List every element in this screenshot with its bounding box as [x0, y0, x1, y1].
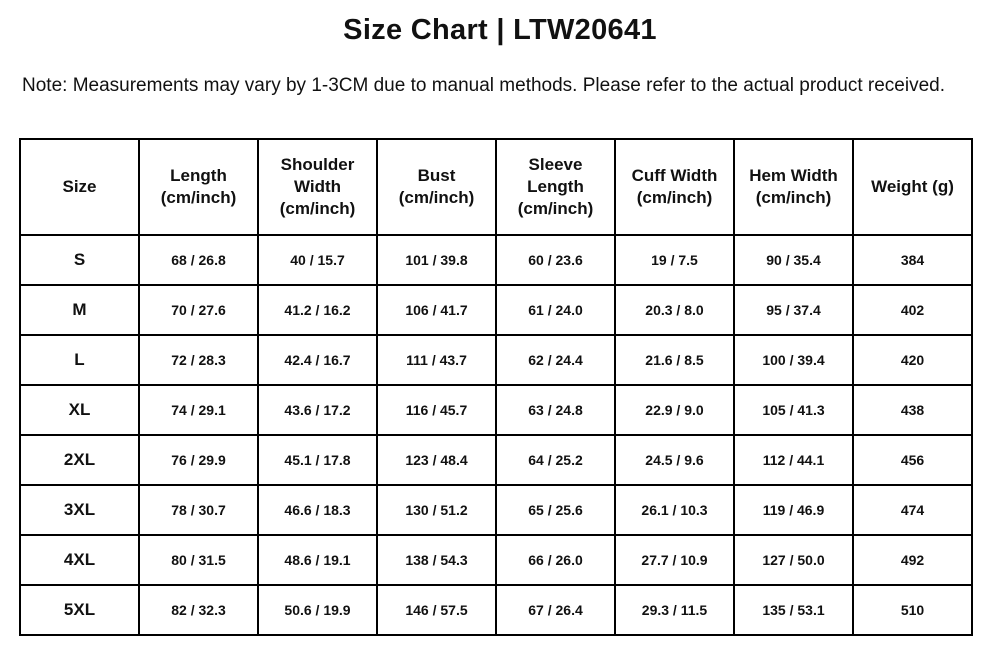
table-cell-weight: 420	[853, 335, 972, 385]
table-cell-weight: 492	[853, 535, 972, 585]
column-header-line: (cm/inch)	[517, 199, 594, 218]
table-cell-cuff-width: 29.3 / 11.5	[615, 585, 734, 635]
table-cell-length: 80 / 31.5	[139, 535, 258, 585]
table-cell-cuff-width: 20.3 / 8.0	[615, 285, 734, 335]
column-header-line: (cm/inch)	[398, 188, 475, 207]
table-cell-shoulder-width: 41.2 / 16.2	[258, 285, 377, 335]
header-row	[20, 139, 972, 235]
table-row	[20, 335, 972, 385]
column-header-line: Shoulder	[280, 155, 355, 174]
column-header-size	[20, 139, 139, 235]
table-cell-hem-width: 95 / 37.4	[734, 285, 853, 335]
table-row	[20, 485, 972, 535]
column-header-line: Cuff Width	[631, 166, 718, 185]
size-cell: M	[20, 285, 139, 335]
page-title: Size Chart | LTW20641	[343, 14, 657, 46]
column-header-line: Bust	[417, 166, 456, 185]
table-cell-length: 74 / 29.1	[139, 385, 258, 435]
table-cell-cuff-width: 27.7 / 10.9	[615, 535, 734, 585]
table-cell-sleeve-length: 61 / 24.0	[496, 285, 615, 335]
column-header-line: (cm/inch)	[755, 188, 832, 207]
table-cell-cuff-width: 26.1 / 10.3	[615, 485, 734, 535]
column-header-length	[139, 139, 258, 235]
table-cell-hem-width: 119 / 46.9	[734, 485, 853, 535]
column-header-line: Length	[527, 177, 584, 196]
size-cell: L	[20, 335, 139, 385]
column-header-line: Size	[62, 177, 97, 196]
table-cell-weight: 402	[853, 285, 972, 335]
table-cell-bust: 146 / 57.5	[377, 585, 496, 635]
column-header-line: Width	[293, 177, 342, 196]
table-cell-bust: 111 / 43.7	[377, 335, 496, 385]
column-header-shoulder-width	[258, 139, 377, 235]
column-header-bust	[377, 139, 496, 235]
table-cell-hem-width: 105 / 41.3	[734, 385, 853, 435]
column-header-line: (cm/inch)	[160, 188, 237, 207]
table-cell-sleeve-length: 66 / 26.0	[496, 535, 615, 585]
size-chart-table	[19, 138, 973, 636]
table-cell-cuff-width: 24.5 / 9.6	[615, 435, 734, 485]
column-header-line: (cm/inch)	[636, 188, 713, 207]
table-cell-bust: 123 / 48.4	[377, 435, 496, 485]
column-header-line: (cm/inch)	[279, 199, 356, 218]
column-header-line: Length	[170, 166, 227, 185]
column-header-weight	[853, 139, 972, 235]
table-cell-sleeve-length: 60 / 23.6	[496, 235, 615, 285]
table-cell-shoulder-width: 40 / 15.7	[258, 235, 377, 285]
table-cell-weight: 384	[853, 235, 972, 285]
table-cell-hem-width: 100 / 39.4	[734, 335, 853, 385]
table-cell-length: 72 / 28.3	[139, 335, 258, 385]
table-cell-weight: 510	[853, 585, 972, 635]
table-cell-length: 76 / 29.9	[139, 435, 258, 485]
table-cell-bust: 106 / 41.7	[377, 285, 496, 335]
table-row	[20, 585, 972, 635]
table-cell-hem-width: 135 / 53.1	[734, 585, 853, 635]
table-row	[20, 435, 972, 485]
table-cell-sleeve-length: 62 / 24.4	[496, 335, 615, 385]
table-row	[20, 285, 972, 335]
column-header-line: Hem Width	[749, 166, 838, 185]
table-cell-bust: 130 / 51.2	[377, 485, 496, 535]
table-cell-hem-width: 112 / 44.1	[734, 435, 853, 485]
size-table-header	[20, 139, 972, 235]
table-cell-shoulder-width: 46.6 / 18.3	[258, 485, 377, 535]
table-cell-bust: 138 / 54.3	[377, 535, 496, 585]
column-header-sleeve-length	[496, 139, 615, 235]
table-cell-bust: 101 / 39.8	[377, 235, 496, 285]
table-cell-hem-width: 127 / 50.0	[734, 535, 853, 585]
table-row	[20, 385, 972, 435]
table-cell-hem-width: 90 / 35.4	[734, 235, 853, 285]
table-cell-length: 70 / 27.6	[139, 285, 258, 335]
table-cell-length: 82 / 32.3	[139, 585, 258, 635]
table-cell-shoulder-width: 50.6 / 19.9	[258, 585, 377, 635]
table-row	[20, 535, 972, 585]
table-cell-weight: 456	[853, 435, 972, 485]
table-cell-shoulder-width: 43.6 / 17.2	[258, 385, 377, 435]
table-cell-sleeve-length: 64 / 25.2	[496, 435, 615, 485]
table-cell-cuff-width: 21.6 / 8.5	[615, 335, 734, 385]
size-cell: 4XL	[20, 535, 139, 585]
table-cell-shoulder-width: 42.4 / 16.7	[258, 335, 377, 385]
table-cell-length: 68 / 26.8	[139, 235, 258, 285]
table-cell-weight: 474	[853, 485, 972, 535]
size-cell: 5XL	[20, 585, 139, 635]
column-header-cuff-width	[615, 139, 734, 235]
size-cell: XL	[20, 385, 139, 435]
table-cell-cuff-width: 22.9 / 9.0	[615, 385, 734, 435]
table-cell-bust: 116 / 45.7	[377, 385, 496, 435]
column-header-hem-width	[734, 139, 853, 235]
table-cell-length: 78 / 30.7	[139, 485, 258, 535]
size-table-body	[20, 235, 972, 635]
table-cell-sleeve-length: 63 / 24.8	[496, 385, 615, 435]
table-cell-sleeve-length: 67 / 26.4	[496, 585, 615, 635]
measurement-note: Note: Measurements may vary by 1-3CM due to manual methods. Please refer to the actual product received.	[22, 75, 946, 96]
size-cell: 2XL	[20, 435, 139, 485]
table-cell-weight: 438	[853, 385, 972, 435]
table-cell-shoulder-width: 45.1 / 17.8	[258, 435, 377, 485]
size-cell: 3XL	[20, 485, 139, 535]
table-cell-sleeve-length: 65 / 25.6	[496, 485, 615, 535]
column-header-line: Sleeve	[528, 155, 583, 174]
table-row	[20, 235, 972, 285]
column-header-line: Weight (g)	[871, 177, 954, 196]
table-cell-shoulder-width: 48.6 / 19.1	[258, 535, 377, 585]
table-cell-cuff-width: 19 / 7.5	[615, 235, 734, 285]
size-cell: S	[20, 235, 139, 285]
